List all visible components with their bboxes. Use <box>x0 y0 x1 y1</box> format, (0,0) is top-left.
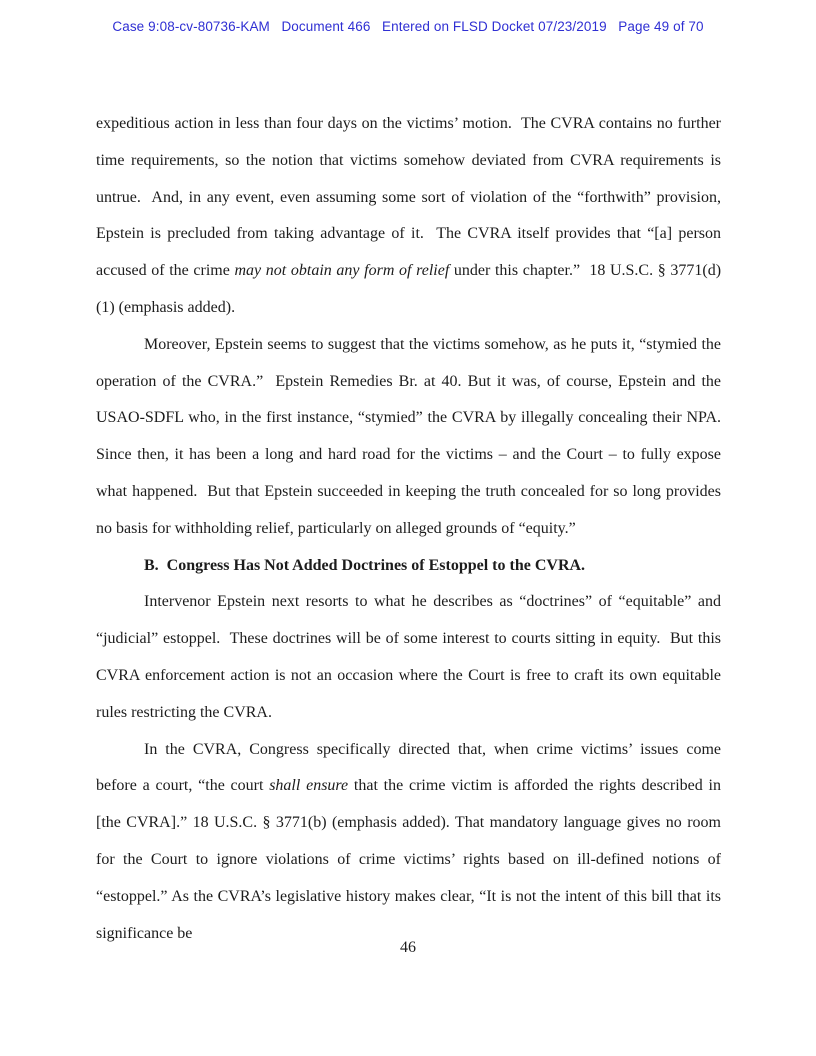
docket-header: Case 9:08-cv-80736-KAM Document 466 Entered on FLSD Docket 07/23/2019 Page 49 of 70 <box>112 19 704 34</box>
document-paragraph <box>96 106 721 327</box>
text-run: B. Congress Has Not Added Doctrines of Estoppel to the CVRA. <box>144 556 586 574</box>
text-run: Moreover, Epstein seems to suggest that the victims somehow, as he puts it, “stymied the operation of the CVRA.” Epstein Remedies Br. at 40. But it was, of course, Epstein and the USAO-SDFL who, in the first instance, “stymied” the CVRA by illegally concealing their NPA. Since then, it has been a long and hard road for the victims – and the Court – to fully expose what happened. But that Epstein succeeded in keeping the truth concealed for so long provides no basis for withholding relief, particularly on alleged grounds of “equity.” <box>96 335 721 537</box>
document-paragraph <box>96 327 721 548</box>
page-number: 46 <box>400 939 416 956</box>
text-run: under this chapter.” 18 U.S.C. § 3771(d)(1) (emphasis added). <box>96 262 722 316</box>
section-heading <box>96 548 721 585</box>
emphasized-text-run: may not obtain any form of relief <box>234 262 450 280</box>
document-paragraph <box>96 584 721 731</box>
emphasized-text-run: shall ensure <box>269 777 349 795</box>
document-body <box>96 106 721 952</box>
text-run: expeditious action in less than four days on the victims’ motion. The CVRA contains no further time requirements, so the notion that victims somehow deviated from CVRA requirements is untrue. And, in any event, even assuming some sort of violation of the “forthwith” provision, Epstein is precluded from taking advantage of it. The CVRA itself provides that “[a] person accused of the crime <box>96 115 721 280</box>
text-run: In the CVRA, Congress specifically directed that, when crime victims’ issues come before a court, “the court <box>96 740 721 795</box>
document-paragraph <box>96 732 721 953</box>
text-run: that the crime victim is afforded the rights described in [the CVRA].” 18 U.S.C. § 3771(b) (emphasis added). That mandatory language gives no room for the Court to ignore violations of crime victims’ rights based on ill-defined notions of “estoppel.” As the CVRA’s legislative history makes clear, “It is not the intent of this bill that its significance be <box>96 777 721 942</box>
text-run: Intervenor Epstein next resorts to what he describes as “doctrines” of “equitable” and “judicial” estoppel. These doctrines will be of some interest to courts sitting in equity. But this CVRA enforcement action is not an occasion where the Court is free to craft its own equitable rules restricting the CVRA. <box>96 593 721 721</box>
